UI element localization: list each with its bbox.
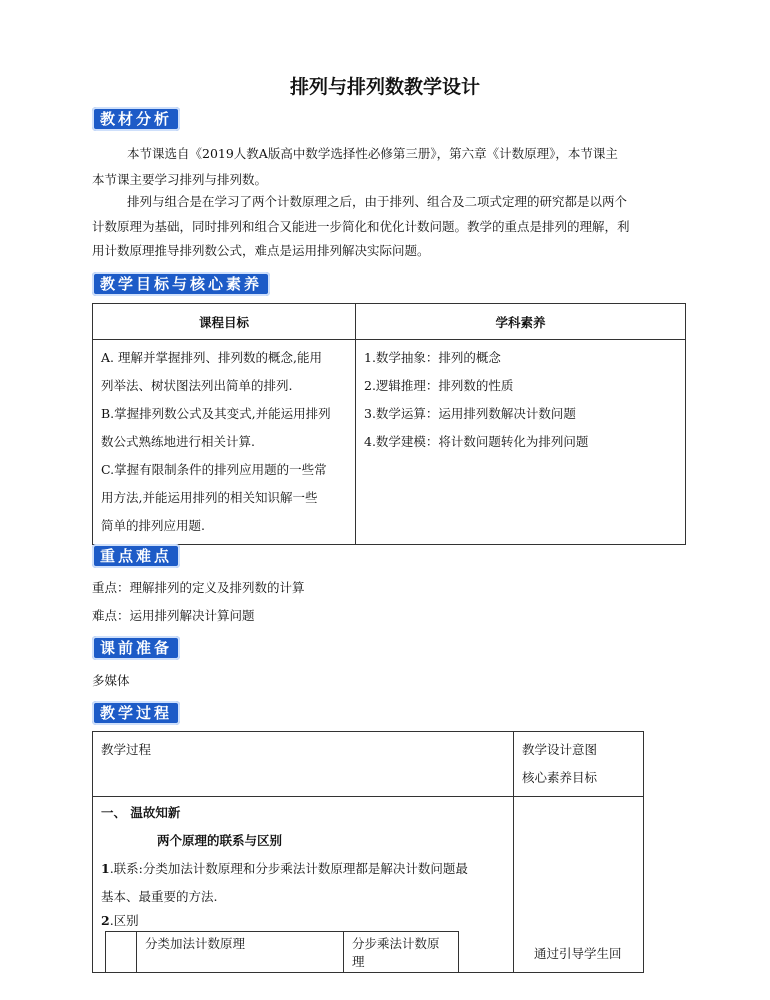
goals-right-cell	[356, 340, 686, 545]
goals-table	[92, 303, 686, 545]
process-header-left	[93, 732, 514, 797]
design-intent-label: 教学设计意图	[522, 742, 598, 757]
goals-header-right: 学科素养	[356, 304, 686, 340]
item2-line	[101, 911, 505, 931]
process-header-left-label: 教学过程	[101, 742, 152, 757]
process-body-left	[93, 797, 514, 973]
key-point-text: 重点：理解排列的定义及排列数的计算	[92, 580, 305, 595]
item1-line1	[101, 855, 505, 883]
goals-left-cell	[93, 340, 356, 545]
item2-text: .区别	[109, 913, 139, 928]
inner-blank-cell	[106, 932, 137, 973]
section-badge-process: 教学过程	[92, 701, 180, 725]
item2-number: 2	[101, 913, 110, 928]
process-body-right	[514, 797, 644, 973]
item1-line2: 基本、最重要的方法.	[101, 889, 218, 904]
item1-number: 1	[101, 861, 110, 876]
core-literacy-label: 核心素养目标	[522, 770, 598, 785]
item1-text: .联系:分类加法计数原理和分步乘法计数原理都是解决计数问题最	[109, 861, 468, 876]
goal-line: 数公式熟练地进行相关计算.	[101, 434, 255, 449]
difficult-point-text: 难点：运用排列解决计算问题	[92, 608, 255, 623]
inner-col-multiplicative: 分步乘法计数原理	[344, 932, 459, 973]
prep-text: 多媒体	[92, 673, 130, 688]
goal-line: B.掌握排列数公式及其变式,并能运用排列	[101, 406, 331, 421]
inner-col-additive: 分类加法计数原理	[137, 932, 344, 973]
step-title: 一、 温故知新	[101, 805, 181, 820]
literacy-line: 2.逻辑推理：排列数的性质	[364, 378, 514, 393]
analysis-line-5: 用计数原理推导排列数公式，难点是运用排列解决实际问题。	[92, 243, 430, 258]
goal-line: A. 理解并掌握排列、排列数的概念,能用	[101, 350, 322, 365]
section-badge-prep: 课前准备	[92, 636, 180, 660]
analysis-line-2: 本节课主要学习排列与排列数。	[92, 172, 268, 187]
section-badge-analysis: 教材分析	[92, 107, 180, 131]
literacy-line: 3.数学运算：运用排列数解决计数问题	[364, 406, 576, 421]
process-table	[92, 731, 644, 973]
goal-line: 简单的排列应用题.	[101, 518, 205, 533]
literacy-line: 4.数学建模：将计数问题转化为排列问题	[364, 434, 589, 449]
analysis-line-1: 本节课选自《2019人教A版高中数学选择性必修第三册》，第六章《计数原理》，本节课主	[127, 146, 618, 161]
analysis-line-3: 排列与组合是在学习了两个计数原理之后，由于排列、组合及二项式定理的研究都是以两个	[127, 194, 628, 209]
literacy-line: 1.数学抽象：排列的概念	[364, 350, 501, 365]
analysis-line-4: 计数原理为基础，同时排列和组合又能进一步简化和优化计数问题。教学的重点是排列的理解，利	[92, 219, 630, 234]
goals-header-left: 课程目标	[93, 304, 356, 340]
design-note: 通过引导学生回	[534, 946, 622, 961]
inner-compare-table	[105, 931, 459, 972]
goal-line: 列举法、树状图法列出简单的排列.	[101, 378, 293, 393]
page-title: 排列与排列数教学设计	[289, 76, 480, 98]
section-badge-keypoints: 重点难点	[92, 544, 180, 568]
goal-line: 用方法,并能运用排列的相关知识解一些	[101, 490, 318, 505]
goal-line: C.掌握有限制条件的排列应用题的一些常	[101, 462, 327, 477]
process-header-right	[514, 732, 644, 797]
section-badge-goals: 教学目标与核心素养	[92, 272, 270, 296]
subtitle: 两个原理的联系与区别	[157, 833, 283, 848]
